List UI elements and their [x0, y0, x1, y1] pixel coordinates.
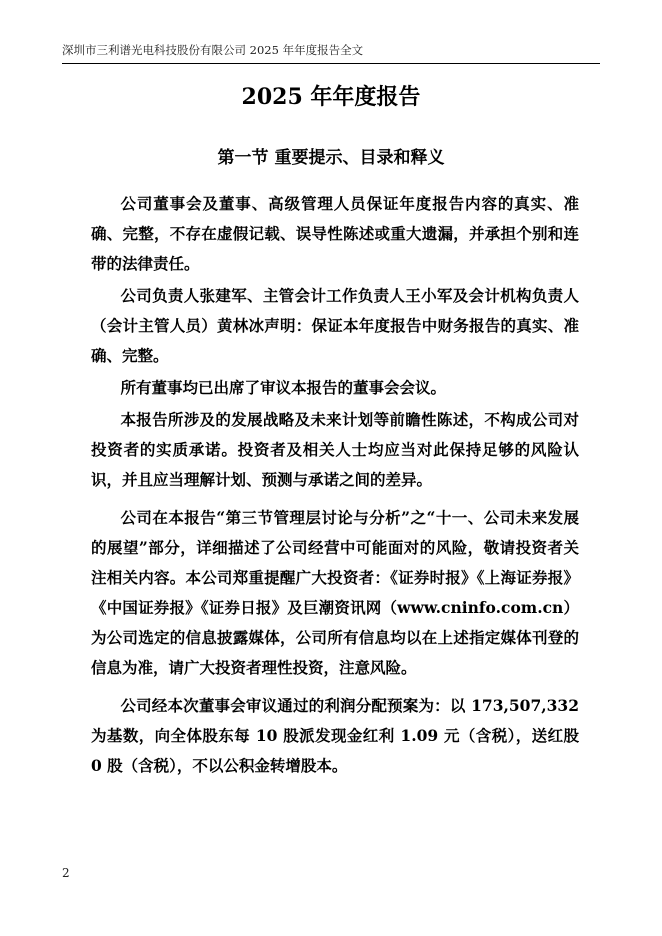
- paragraph-profit-distribution: 公司经本次董事会审议通过的利润分配预案为：以 173,507,332 为基数，向全体股东每 10 股派发现金红利 1.09 元（含税），送红股 0 股（含税），不以公积金转增股本。: [91, 696, 579, 775]
- paragraph-responsible-persons: 公司负责人张建军、主管会计工作负责人王小军及会计机构负责人（会计主管人员）黄林冰声明：保证本年度报告中财务报告的真实、准确、完整。: [91, 286, 579, 365]
- paragraph-forward-looking: 本报告所涉及的发展战略及未来计划等前瞻性陈述，不构成公司对投资者的实质承诺。投资者及相关人士均应当对此保持足够的风险认识，并且应当理解计划、预测与承诺之间的差异。: [91, 410, 579, 489]
- running-header: 深圳市三利谱光电科技股份有限公司 2025 年年度报告全文: [62, 43, 364, 57]
- page-number: 2: [62, 866, 70, 880]
- header-divider: [62, 63, 600, 64]
- section-heading: 第一节 重要提示、目录和释义: [217, 148, 445, 168]
- document-body: [91, 189, 579, 781]
- paragraph-accuracy-statement: 公司董事会及董事、高级管理人员保证年度报告内容的真实、准确、完整，不存在虚假记载、误导性陈述或重大遗漏，并承担个别和连带的法律责任。: [91, 194, 579, 273]
- paragraph-board-attendance: 所有董事均已出席了审议本报告的董事会会议。: [120, 378, 446, 397]
- paragraph-risk-media: 公司在本报告“第三节管理层讨论与分析”之“十一、公司未来发展的展望”部分，详细描述了公司经营中可能面对的风险，敬请投资者关注相关内容。本公司郑重提醒广大投资者：《证券时报》《上海证券报》《中国证券报》《证券日报》及巨潮资讯网（www.cninfo.com.cn）为公司选定的信息披露媒体，公司所有信息均以在上述指定媒体刊登的信息为准，请广大投资者理性投资，注意风险。: [91, 508, 579, 677]
- report-title: 2025 年年度报告: [241, 84, 421, 110]
